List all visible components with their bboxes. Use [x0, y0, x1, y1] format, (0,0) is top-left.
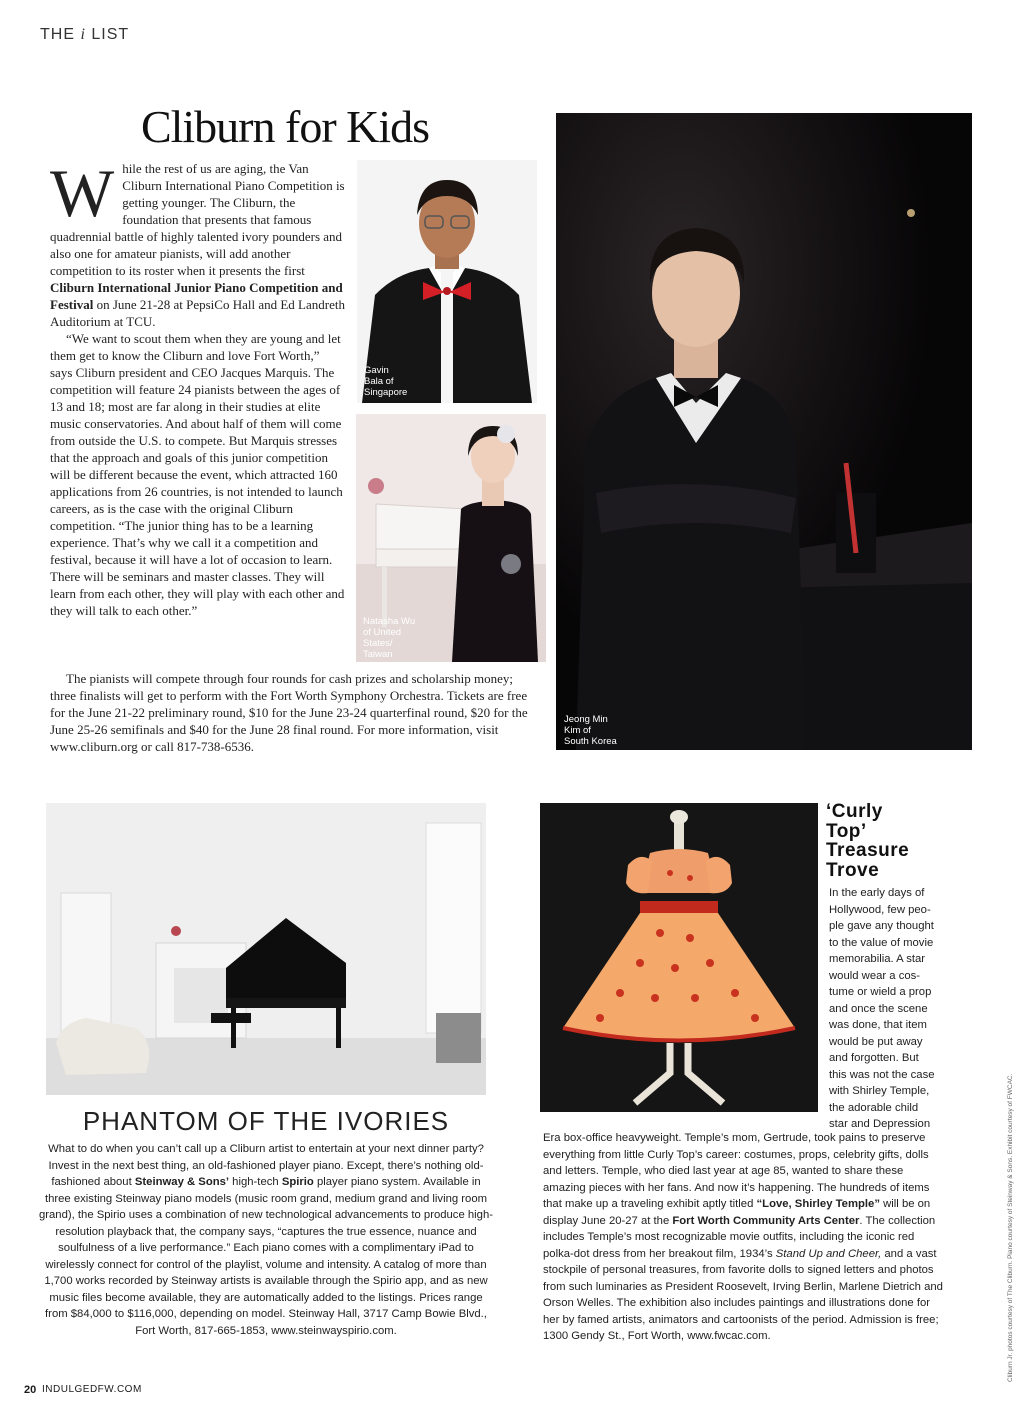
phantom-text: player piano system. Available in three existing Steinway piano models (music room grand, medium grand and living room grand), the Spirio uses a combination of new technological advancements to produce high-resolution playback that, the company says, “captures the true essence, nuance and soulfulness of a live performance.” Each piano comes with a complimentary iPad to wirelessly connect for control of the playlist, volume and intensity. A catalog of more than 1,700 works recorded by Steinway artists is available through the Spirio app, and as new music files become available, they are automatically added to the listings. Prices range from $84,000 to $116,000, depending on model. Steinway Hall, 3717 Camp Bowie Blvd., Fort Worth, 817-665-1853, www.steinwayspirio.com. [38, 1176, 494, 1337]
caption-line: Kim of [564, 725, 591, 736]
cliburn-p1-text: hile the rest of us are aging, the Van Cliburn International Piano Competition is getting younger. The Cliburn, the foundation that presents that famous quadrennial battle of highly talented ivory pounders and also one for amateur pianists, will add another competition to its roster when it presents the first [50, 161, 345, 278]
curly-title-line: Trove [826, 859, 880, 881]
photo-piano-room [46, 803, 486, 1095]
brand-spirio: Spirio [281, 1176, 314, 1188]
curly-line: In the early days of [829, 887, 925, 899]
dress-illustration [540, 803, 818, 1112]
curly-text: . The collection includes Temple’s most recognizable movie outfits, including the iconic red polka-dot dress from her breakout film, 1934’s [543, 1214, 936, 1260]
curly-line: would wear a cos- [829, 969, 921, 982]
piano-room-illustration [46, 803, 486, 1095]
curly-text: Era box-office heavyweight. Temple’s mom, Gertrude, took pains to preserve everything from little Curly Top’s career: costumes, props, celebrity gifts, dolls and letters. Temple, who died last year at age 85, wanted to share these amazing pieces with her fans. And now it’s happening. The hundreds of items that make up a traveling exhibit aptly titled [543, 1132, 930, 1210]
page-number: 20 [24, 1384, 37, 1396]
section-label-suffix: LIST [91, 26, 130, 43]
photo-credit-text: Cliburn Jr. photos courtesy of The Cliburn. Piano courtesy of Steinway & Sons. Exhibit courtesy of FWCAC. [1007, 1073, 1014, 1382]
section-label-prefix: THE [40, 26, 75, 43]
curly-line: star and Depression [829, 1118, 931, 1130]
caption-line: Gavin [364, 365, 389, 376]
phantom-text: What to do when you can’t call up a Cliburn artist to entertain at your next dinner party? Invest in the next best thing, an old-fashioned player piano. Except, there’s nothing old-fashioned about [48, 1143, 484, 1188]
pianist-portrait-illustration [556, 113, 972, 750]
curly-line: to the value of movie [829, 936, 934, 949]
cliburn-paragraph-3: The pianists will compete through four rounds for cash prizes and scholarship money; three finalists will get to perform with the Fort Worth Symphony Orchestra. Tickets are free for the June 21-22 preliminary round, $10 for the June 23-24 quarterfinal round, $20 for the June 25-26 semifinals and $40 for the June 28 final round. For more information, visit www.cliburn.org or call 817-738-6536. [50, 671, 528, 754]
curly-line: tume or wield a prop [829, 986, 932, 998]
caption-line: Jeong Min [564, 714, 608, 725]
film-title: Stand Up and Cheer, [775, 1247, 882, 1260]
cliburn-article-final [50, 670, 536, 755]
curly-line: would be put away [829, 1035, 923, 1048]
cliburn-p1-end: on June 21-28 at PepsiCo Hall and Ed Landreth Auditorium at TCU. [50, 297, 345, 329]
section-label [40, 26, 129, 44]
photo-gavin [357, 160, 537, 403]
caption-natasha [363, 616, 415, 660]
exhibit-title: “Love, Shirley Temple” [756, 1198, 880, 1210]
photo-polka-dot-dress [540, 803, 818, 1112]
curly-line: memorabilia. A star [829, 953, 926, 965]
curly-line: with Shirley Temple, [829, 1085, 930, 1097]
photo-credit [1000, 1060, 1014, 1382]
curly-narrow-column [829, 885, 979, 1133]
caption-line: South Korea [564, 736, 617, 747]
caption-gavin [364, 365, 407, 398]
phantom-text: high-tech [229, 1176, 282, 1188]
cliburn-paragraph-2: “We want to scout them when they are young and let them get to know the Cliburn and love Fort Worth,” says Cliburn president and CEO Jacques Marquis. The competition will feature 24 pianists between the ages of 13 and 18; most are far along in their studies at elite music conservatories. And about half of them will come from outside the U.S. to compete. But Marquis stresses that the approach and goals of this junior competition will be different because the event, which attracted 160 applications from 26 countries, is not intended to launch careers, as is the case with the original Cliburn competition. “The junior thing has to be a learning experience. That’s why we call it a competition and festival, because it will have a lot of occasion to learn. There will be seminars and master classes. They will learn from each other, they will play with each other and they will talk to each other.” [50, 331, 345, 618]
cliburn-headline: Cliburn for Kids [140, 101, 430, 152]
photo-natasha [356, 414, 546, 662]
curly-title-line: Top’ [826, 820, 867, 842]
caption-jeong [564, 714, 617, 747]
curly-line: ple gave any thought [829, 920, 934, 932]
curly-line: and once the scene [829, 1002, 928, 1015]
caption-line: Bala of [364, 376, 394, 387]
section-label-mark: i [80, 26, 86, 43]
brand-steinway: Steinway & Sons’ [134, 1176, 230, 1188]
cliburn-paragraph-1 [50, 155, 345, 330]
caption-line: Singapore [364, 387, 408, 398]
curly-line: Hollywood, few peo- [829, 903, 931, 916]
venue-name: Fort Worth Community Arts Center [672, 1214, 860, 1227]
photo-jeong-min-kim [556, 113, 972, 750]
phantom-title: PHANTOM OF THE IVORIES [82, 1106, 450, 1136]
caption-line: of United [363, 627, 402, 638]
drop-cap: W [50, 155, 115, 231]
footer-website: INDULGEDFW.COM [42, 1384, 142, 1395]
competition-name: Cliburn International Junior Piano Competition and Festival [50, 280, 343, 312]
caption-line: States/ [363, 638, 393, 649]
curly-text: and a vast stockpile of personal treasures, from favorite dolls to signed letters and photos from such luminaries as President Roosevelt, Irving Berlin, Marlene Dietrich and Orson Welles. The exhibition also includes paintings and illustrations done for her by famed artists, animators and cartoonists of the period. Admission is free; 1300 Gendy St., Fort Worth, www.fwcac.com. [543, 1247, 943, 1342]
caption-line: Taiwan [363, 649, 393, 660]
caption-line: Natasha Wu [363, 616, 416, 627]
curly-title-line: ‘Curly [826, 801, 883, 822]
curly-title [826, 802, 976, 880]
cliburn-article [50, 155, 345, 619]
curly-line: was done, that item [829, 1019, 927, 1031]
curly-line: and forgotten. But [829, 1052, 919, 1064]
phantom-article [38, 1141, 494, 1339]
curly-article [543, 1130, 945, 1345]
curly-text: will be on display June 20-27 at the [543, 1198, 931, 1227]
curly-title-line: Treasure [826, 840, 910, 861]
curly-line: this was not the case [829, 1068, 935, 1081]
curly-line: the adorable child [829, 1101, 919, 1114]
